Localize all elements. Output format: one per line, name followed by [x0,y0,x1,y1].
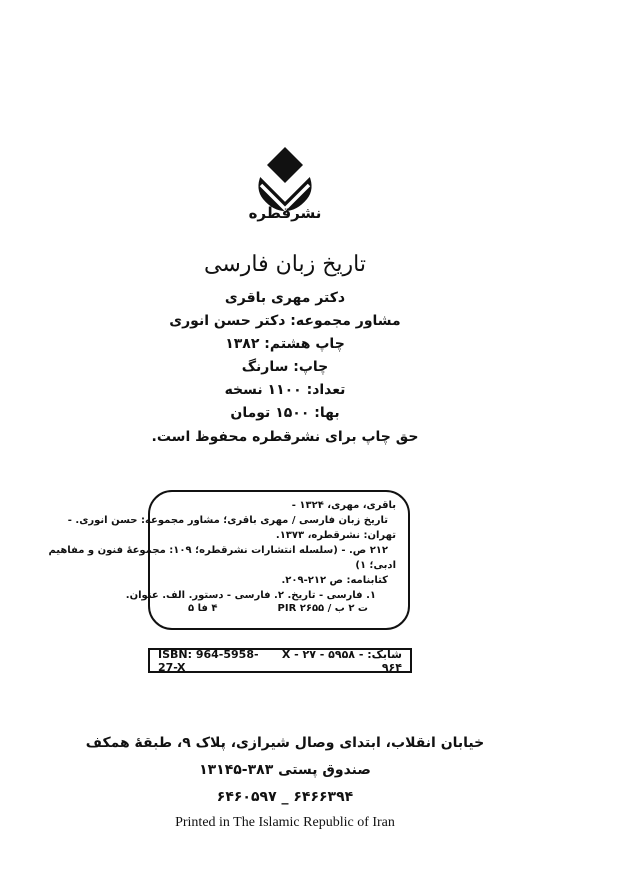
lc-classification: ت ۲ ب / PIR ۲۶۵۵ [277,603,368,614]
author: دکتر مهری باقری [224,290,346,306]
cip-line: باقری، مهری، ۱۳۲۴ - [291,500,396,511]
cip-line: ۱. فارسی - تاریخ. ۲. فارسی - دستور. الف. عنوان. [125,590,376,601]
print-run: تعداد: ۱۱۰۰ نسخه [224,382,346,398]
isbn-persian: شابک: X - ۲۷ - ۵۹۵۸ - ۹۶۴ [281,647,402,674]
phone-numbers: ۶۴۶۶۳۹۴ _ ۶۴۶۰۵۹۷ [216,789,354,805]
cip-line: ادبی؛ ۱) [355,560,396,571]
street-address: خیابان انقلاب، ابتدای وصال شیرازی، پلاک ۹، طبقهٔ همکف [85,735,485,751]
series-advisor: مشاور مجموعه: دکتر حسن انوری [169,313,401,329]
printed-in-note: Printed in The Islamic Republic of Iran [175,815,395,830]
price: بها: ۱۵۰۰ تومان [230,405,340,421]
cip-classification [160,603,396,614]
cip-line: ۲۱۲ ص. - (سلسله انتشارات نشرقطره؛ ۱۰۹: مجموعهٔ فنون و مفاهیم [48,545,388,556]
publisher-name: نشرقطره [248,204,322,222]
cataloging-in-publication-box [48,490,410,630]
cip-line: کتابنامه: ص ۲۱۲-۲۰۹. [281,575,388,586]
dewey-classification: ۴ فا ۵ [188,603,218,614]
qatreh-drop-logo-icon [255,145,315,211]
isbn-box [148,648,412,673]
cip-line: تاریخ زبان فارسی / مهری باقری؛ مشاور مجموعه: حسن انوری. - [67,515,388,526]
book-title: تاریخ زبان فارسی [204,252,366,277]
copyright-notice: حق چاپ برای نشرقطره محفوظ است. [151,429,419,445]
po-box: صندوق پستی ۳۸۳-۱۳۱۴۵ [199,762,371,778]
printer: چاپ: سارنگ [241,359,329,375]
edition: چاپ هشتم: ۱۳۸۲ [225,336,345,352]
cip-line: تهران: نشرقطره، ۱۳۷۳. [275,530,396,541]
isbn-latin: ISBN: 964-5958-27-X [158,647,259,674]
